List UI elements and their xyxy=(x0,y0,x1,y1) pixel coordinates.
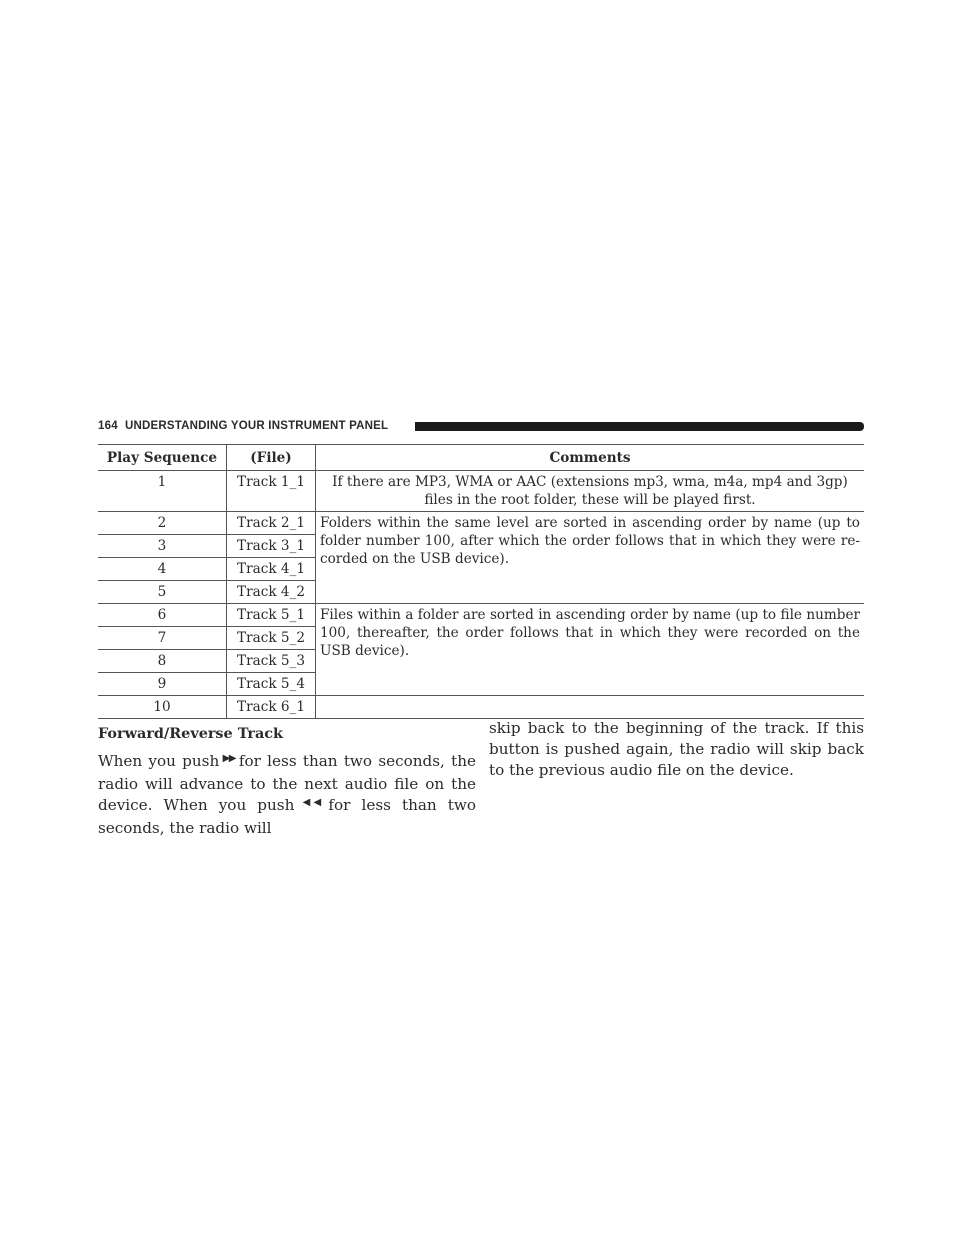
page-number: 164 xyxy=(98,420,118,432)
forward-reverse-paragraph xyxy=(98,751,476,839)
sequence-cell: 7 xyxy=(98,627,227,650)
file-cell: Track 6_1 xyxy=(227,696,316,719)
table-header-row xyxy=(98,445,864,471)
column-header-play-sequence: Play Sequence xyxy=(98,445,227,471)
rewind-icon: ◀◀ xyxy=(296,797,325,808)
paragraph-text: When you push xyxy=(98,752,220,770)
right-column xyxy=(489,718,864,781)
file-cell: Track 5_1 xyxy=(227,604,316,627)
sequence-cell: 5 xyxy=(98,581,227,604)
page-header xyxy=(98,418,864,436)
comment-text: Folders within the same level are sorted in ascending order by name (up to folder number 100, after which the order follows that in which they were re-corded on the USB device). xyxy=(320,515,860,567)
forward-reverse-paragraph-continued: skip back to the beginning of the track. If this button is pushed again, the radio will skip back to the previous audio file on the device. xyxy=(489,719,864,779)
table-row xyxy=(98,512,864,535)
fast-forward-icon: ▶▶ xyxy=(221,753,235,764)
sequence-cell: 8 xyxy=(98,650,227,673)
file-cell: Track 4_1 xyxy=(227,558,316,581)
header-rule xyxy=(415,422,864,431)
file-cell: Track 5_4 xyxy=(227,673,316,696)
sequence-cell: 10 xyxy=(153,699,171,715)
comment-cell xyxy=(316,696,865,719)
paragraph-text: for less than two seconds, the radio will advance to the next audio file on the device. When you push xyxy=(98,752,477,814)
file-cell: Track 1_1 xyxy=(227,471,316,512)
sequence-cell: 2 xyxy=(98,512,227,535)
file-cell: Track 2_1 xyxy=(227,512,316,535)
sequence-cell: 3 xyxy=(98,535,227,558)
comment-cell xyxy=(316,604,865,696)
file-cell: Track 3_1 xyxy=(227,535,316,558)
sequence-cell: 4 xyxy=(98,558,227,581)
file-cell: Track 5_2 xyxy=(227,627,316,650)
section-heading: Forward/Reverse Track xyxy=(98,725,284,742)
sequence-cell: 9 xyxy=(98,673,227,696)
column-header-comments: Comments xyxy=(316,445,865,471)
comment-text: Files within a folder are sorted in ascending order by name (up to file number 100, thereafter, the order follows that in which they were recorded on the USB device). xyxy=(320,607,860,659)
comment-cell: If there are MP3, WMA or AAC (extensions mp3, wma, m4a, mp4 and 3gp) files in the root folder, these will be played first. xyxy=(316,471,865,512)
table-row xyxy=(98,604,864,627)
file-cell: Track 5_3 xyxy=(227,650,316,673)
comment-cell xyxy=(316,512,865,604)
table-row xyxy=(98,696,864,719)
sequence-cell: 1 xyxy=(98,471,227,512)
paragraph-text: for less than two seconds, the radio will xyxy=(98,796,476,837)
left-column xyxy=(98,718,476,839)
table-row xyxy=(98,471,864,512)
play-sequence-table xyxy=(98,444,864,719)
file-cell: Track 4_2 xyxy=(227,581,316,604)
sequence-cell: 6 xyxy=(98,604,227,627)
section-title: UNDERSTANDING YOUR INSTRUMENT PANEL xyxy=(125,420,389,432)
column-header-file: (File) xyxy=(227,445,316,471)
